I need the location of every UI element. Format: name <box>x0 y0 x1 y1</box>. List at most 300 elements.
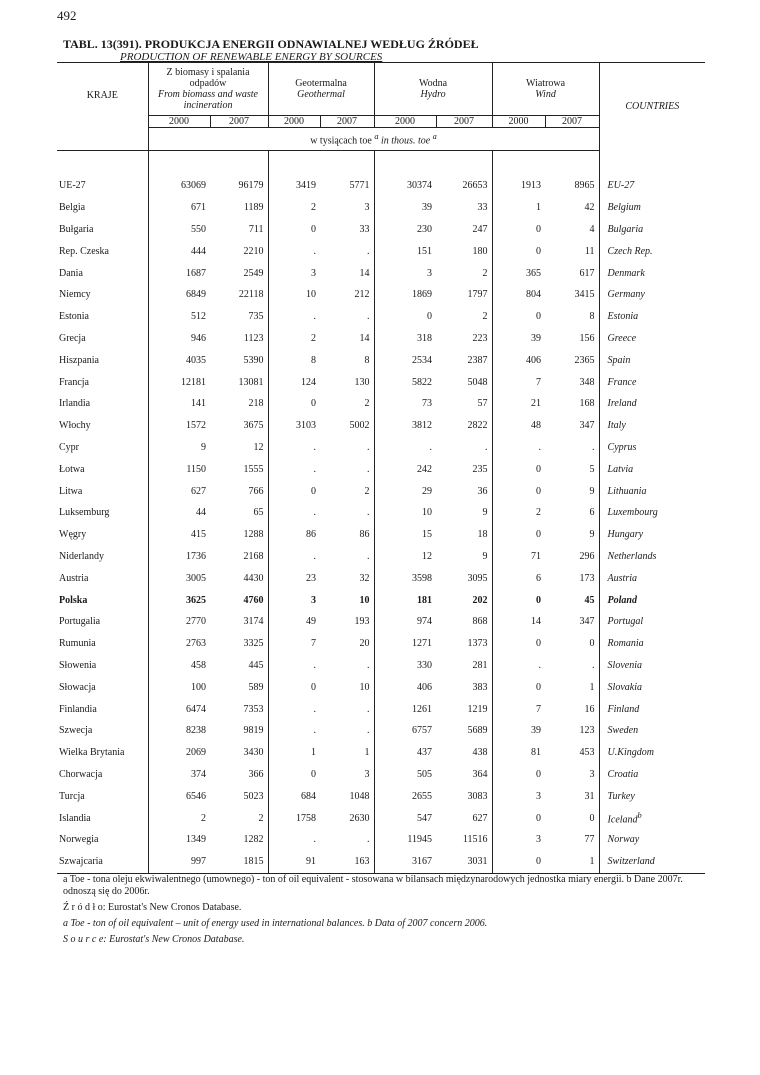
country-pl: Słowenia <box>57 655 148 677</box>
value-cell: 406 <box>526 354 542 366</box>
country-en: Turkey <box>599 785 705 807</box>
country-pl: Rep. Czeska <box>57 240 148 262</box>
value-cell: 627 <box>436 807 492 829</box>
value-cell: 1797 <box>436 284 492 306</box>
country-en: Switzerland <box>599 851 705 873</box>
value-cell: . <box>313 659 317 671</box>
value-cell: 77 <box>545 829 599 851</box>
country-pl: Szwecja <box>57 720 148 742</box>
value-cell: 5390 <box>210 349 268 371</box>
value-cell: . <box>320 437 374 459</box>
value-cell: 39 <box>531 725 542 737</box>
table-row <box>57 655 705 677</box>
country-pl: Francja <box>57 371 148 393</box>
table-row <box>57 633 705 655</box>
country-en: Denmark <box>599 262 705 284</box>
value-cell: 3 <box>311 267 317 279</box>
country-pl: Islandia <box>57 807 148 829</box>
country-pl: UE-27 <box>57 175 148 197</box>
value-cell: 2 <box>311 332 317 344</box>
value-cell: 6757 <box>412 725 433 737</box>
value-cell: 81 <box>531 747 542 759</box>
country-pl: Cypr <box>57 437 148 459</box>
value-cell: 4760 <box>210 589 268 611</box>
value-cell: 444 <box>191 245 206 257</box>
value-cell: 1288 <box>210 524 268 546</box>
value-cell: 0 <box>311 681 317 693</box>
value-cell: 8 <box>320 349 374 371</box>
value-cell: 2 <box>201 812 206 824</box>
country-en: Slovenia <box>599 655 705 677</box>
value-cell: 2549 <box>210 262 268 284</box>
value-cell: 33 <box>436 197 492 219</box>
year-header: 2007 <box>210 116 268 128</box>
value-cell: 16 <box>545 698 599 720</box>
year-header: 2007 <box>545 116 599 128</box>
value-cell: 2534 <box>412 354 433 366</box>
value-cell: 1189 <box>210 197 268 219</box>
country-pl: Litwa <box>57 480 148 502</box>
value-cell: 1123 <box>210 328 268 350</box>
value-cell: 627 <box>191 485 206 497</box>
value-cell: 1555 <box>210 458 268 480</box>
value-cell: 6 <box>545 502 599 524</box>
value-cell: 9 <box>436 502 492 524</box>
value-cell: 0 <box>536 223 542 235</box>
value-cell: 505 <box>417 768 433 780</box>
value-cell: . <box>313 834 317 846</box>
value-cell: 3 <box>545 764 599 786</box>
value-cell: 6546 <box>186 790 206 802</box>
country-en: Hungary <box>599 524 705 546</box>
value-cell: . <box>320 829 374 851</box>
source-en: S o u r c e: Eurostat's New Cronos Database. <box>63 934 245 945</box>
value-cell: 3167 <box>374 851 436 873</box>
value-cell: 30374 <box>407 180 433 192</box>
value-cell: . <box>313 311 317 323</box>
country-en: Greece <box>599 328 705 350</box>
value-cell: 3812 <box>412 420 433 432</box>
value-cell: . <box>429 441 433 453</box>
value-cell: 2 <box>320 393 374 415</box>
value-cell: 12 <box>210 437 268 459</box>
table-row <box>57 589 705 611</box>
value-cell: 804 <box>526 289 542 301</box>
value-cell: 0 <box>311 485 317 497</box>
country-en: Netherlands <box>599 546 705 568</box>
value-cell: 123 <box>545 720 599 742</box>
value-cell: . <box>313 441 317 453</box>
value-cell: 32 <box>320 567 374 589</box>
value-cell: 2 <box>436 262 492 284</box>
value-cell: 49 <box>306 616 317 628</box>
table-row <box>57 764 705 786</box>
value-cell: 48 <box>531 420 542 432</box>
value-cell: 86 <box>306 529 317 541</box>
value-cell: 11945 <box>407 834 433 846</box>
country-en: Lithuania <box>599 480 705 502</box>
country-pl: Norwegia <box>57 829 148 851</box>
table-row <box>57 415 705 437</box>
value-cell: 71 <box>531 550 542 562</box>
table-row <box>57 458 705 480</box>
value-cell: . <box>538 659 542 671</box>
value-cell: 6849 <box>186 289 206 301</box>
year-header: 2000 <box>148 116 210 128</box>
value-cell: 3 <box>320 197 374 219</box>
table-body <box>57 151 705 874</box>
source-pl: Ź r ó d ł o: Eurostat's New Cronos Database. <box>63 902 242 913</box>
value-cell: 26653 <box>436 175 492 197</box>
value-cell: . <box>320 458 374 480</box>
value-cell: 100 <box>191 681 206 693</box>
value-cell: 156 <box>545 328 599 350</box>
value-cell: 9 <box>545 480 599 502</box>
value-cell: 3325 <box>210 633 268 655</box>
value-cell: 0 <box>536 529 542 541</box>
value-cell: 4035 <box>186 354 206 366</box>
table-row <box>57 262 705 284</box>
country-pl: Austria <box>57 567 148 589</box>
value-cell: 14 <box>320 262 374 284</box>
value-cell: 1687 <box>186 267 206 279</box>
value-cell: . <box>545 437 599 459</box>
value-cell: 5822 <box>412 376 433 388</box>
country-en: Spain <box>599 349 705 371</box>
country-pl: Portugalia <box>57 611 148 633</box>
value-cell: 347 <box>545 415 599 437</box>
value-cell: 3095 <box>436 567 492 589</box>
country-pl: Wielka Brytania <box>57 742 148 764</box>
value-cell: 12 <box>422 550 433 562</box>
value-cell: 235 <box>436 458 492 480</box>
page-number: 492 <box>57 8 77 23</box>
value-cell: 1349 <box>186 834 206 846</box>
value-cell: 96179 <box>210 175 268 197</box>
year-header: 2007 <box>436 116 492 128</box>
header-biomass: Z biomasy i spalania odpadów From biomass and waste incineration <box>148 63 268 116</box>
header-kraje: KRAJE <box>57 63 148 128</box>
value-cell: 180 <box>436 240 492 262</box>
value-cell: 1758 <box>296 812 317 824</box>
value-cell: 1913 <box>521 180 542 192</box>
value-cell: 9819 <box>210 720 268 742</box>
value-cell: 3598 <box>412 572 433 584</box>
header-hydro: Wodna Hydro <box>374 63 492 116</box>
country-en: EU-27 <box>599 175 705 197</box>
value-cell: 86 <box>320 524 374 546</box>
value-cell: 13081 <box>210 371 268 393</box>
unit-label: w tysiącach toe $^a$ in thous. toe $^a$ <box>148 128 599 151</box>
value-cell: 57 <box>436 393 492 415</box>
value-cell: 330 <box>417 659 433 671</box>
value-cell: 1 <box>545 851 599 873</box>
value-cell: 2365 <box>545 349 599 371</box>
value-cell: 2822 <box>436 415 492 437</box>
value-cell: 21 <box>531 398 542 410</box>
value-cell: 3430 <box>210 742 268 764</box>
value-cell: 2387 <box>436 349 492 371</box>
value-cell: 9 <box>545 524 599 546</box>
country-pl: Irlandia <box>57 393 148 415</box>
value-cell: 868 <box>436 611 492 633</box>
country-en: Luxembourg <box>599 502 705 524</box>
value-cell: 10 <box>320 589 374 611</box>
value-cell: 1150 <box>186 463 206 475</box>
table-row <box>57 785 705 807</box>
value-cell: 1219 <box>436 698 492 720</box>
value-cell: . <box>313 703 317 715</box>
value-cell: 2630 <box>320 807 374 829</box>
country-pl: Łotwa <box>57 458 148 480</box>
value-cell: 5002 <box>320 415 374 437</box>
value-cell: 3 <box>311 594 317 606</box>
table-row <box>57 240 705 262</box>
value-cell: . <box>313 245 317 257</box>
value-cell: 1 <box>545 676 599 698</box>
value-cell: . <box>320 306 374 328</box>
value-cell: 39 <box>531 332 542 344</box>
country-pl: Grecja <box>57 328 148 350</box>
table-row <box>57 611 705 633</box>
value-cell: 3005 <box>186 572 206 584</box>
value-cell: 212 <box>320 284 374 306</box>
value-cell: 124 <box>301 376 317 388</box>
table-row <box>57 720 705 742</box>
table-row <box>57 371 705 393</box>
value-cell: 151 <box>417 245 433 257</box>
value-cell: 5048 <box>436 371 492 393</box>
value-cell: 318 <box>417 332 433 344</box>
value-cell: 10 <box>320 676 374 698</box>
value-cell: . <box>545 655 599 677</box>
table-row <box>57 676 705 698</box>
value-cell: 6 <box>536 572 542 584</box>
value-cell: 22118 <box>210 284 268 306</box>
value-cell: 1736 <box>186 550 206 562</box>
value-cell: . <box>320 655 374 677</box>
value-cell: 0 <box>536 463 542 475</box>
value-cell: 20 <box>320 633 374 655</box>
value-cell: 3625 <box>186 594 206 606</box>
value-cell: 3 <box>427 267 433 279</box>
table-row <box>57 306 705 328</box>
table-row <box>57 742 705 764</box>
value-cell: 7 <box>311 638 317 650</box>
country-en: Finland <box>599 698 705 720</box>
value-cell: 11516 <box>436 829 492 851</box>
value-cell: 0 <box>545 807 599 829</box>
value-cell: . <box>313 725 317 737</box>
value-cell: 1 <box>320 742 374 764</box>
country-en: Slovakia <box>599 676 705 698</box>
value-cell: 2763 <box>186 638 206 650</box>
value-cell: 8 <box>311 354 317 366</box>
country-en: Belgium <box>599 197 705 219</box>
country-pl: Niderlandy <box>57 546 148 568</box>
header-countries: COUNTRIES <box>599 63 705 151</box>
country-pl: Hiszpania <box>57 349 148 371</box>
value-cell: 0 <box>427 311 433 323</box>
value-cell: 458 <box>191 659 206 671</box>
header-geothermal: Geotermalna Geothermal <box>268 63 374 116</box>
country-pl: Finlandia <box>57 698 148 720</box>
value-cell: 1572 <box>186 420 206 432</box>
value-cell: 366 <box>210 764 268 786</box>
value-cell: 10 <box>422 507 433 519</box>
value-cell: 2 <box>210 807 268 829</box>
country-en: Cyprus <box>599 437 705 459</box>
value-cell: 946 <box>191 332 206 344</box>
country-pl: Luksemburg <box>57 502 148 524</box>
value-cell: . <box>436 437 492 459</box>
table-row <box>57 393 705 415</box>
value-cell: . <box>320 720 374 742</box>
table-row <box>57 851 705 873</box>
country-en: Croatia <box>599 764 705 786</box>
value-cell: 2770 <box>186 616 206 628</box>
value-cell: 0 <box>536 812 542 824</box>
value-cell: 5689 <box>436 720 492 742</box>
value-cell: 1271 <box>412 638 433 650</box>
value-cell: 2069 <box>186 747 206 759</box>
year-header: 2000 <box>268 116 320 128</box>
country-en: U.Kingdom <box>599 742 705 764</box>
country-pl: Bułgaria <box>57 219 148 241</box>
value-cell: 39 <box>422 202 433 214</box>
value-cell: 1 <box>536 202 542 214</box>
value-cell: 4 <box>545 219 599 241</box>
value-cell: 1815 <box>210 851 268 873</box>
value-cell: 0 <box>311 223 317 235</box>
table-row <box>57 698 705 720</box>
value-cell: 0 <box>311 768 317 780</box>
value-cell: 671 <box>191 202 206 214</box>
country-en: Sweden <box>599 720 705 742</box>
value-cell: 406 <box>417 681 433 693</box>
value-cell: 141 <box>191 398 206 410</box>
country-pl: Dania <box>57 262 148 284</box>
value-cell: 684 <box>301 790 317 802</box>
value-cell: 7 <box>536 703 542 715</box>
value-cell: 766 <box>210 480 268 502</box>
country-en: Iceland$^b$ <box>599 807 705 829</box>
value-cell: 3174 <box>210 611 268 633</box>
table-title: TABL. 13(391). PRODUKCJA ENERGII ODNAWIALNEJ WEDŁUG ŹRÓDEŁ <box>63 37 479 51</box>
value-cell: 36 <box>436 480 492 502</box>
value-cell: . <box>320 240 374 262</box>
value-cell: 31 <box>545 785 599 807</box>
value-cell: 14 <box>320 328 374 350</box>
value-cell: 2 <box>436 306 492 328</box>
value-cell: 18 <box>436 524 492 546</box>
value-cell: 247 <box>436 219 492 241</box>
value-cell: 2168 <box>210 546 268 568</box>
value-cell: 3415 <box>545 284 599 306</box>
country-en: Portugal <box>599 611 705 633</box>
country-en: Poland <box>599 589 705 611</box>
year-header: 2007 <box>320 116 374 128</box>
value-cell: 281 <box>436 655 492 677</box>
country-en: Romania <box>599 633 705 655</box>
value-cell: 296 <box>545 546 599 568</box>
value-cell: 4430 <box>210 567 268 589</box>
value-cell: 3 <box>536 790 542 802</box>
country-pl: Chorwacja <box>57 764 148 786</box>
value-cell: 365 <box>526 267 542 279</box>
value-cell: 512 <box>191 311 206 323</box>
value-cell: . <box>313 507 317 519</box>
value-cell: 711 <box>210 219 268 241</box>
value-cell: 168 <box>545 393 599 415</box>
value-cell: 218 <box>210 393 268 415</box>
value-cell: 1373 <box>436 633 492 655</box>
value-cell: 0 <box>536 768 542 780</box>
value-cell: 0 <box>536 311 542 323</box>
value-cell: 0 <box>536 638 542 650</box>
value-cell: 181 <box>417 594 433 606</box>
value-cell: 3 <box>536 834 542 846</box>
value-cell: 193 <box>320 611 374 633</box>
country-pl: Turcja <box>57 785 148 807</box>
value-cell: 3675 <box>210 415 268 437</box>
table-row <box>57 175 705 197</box>
value-cell: . <box>320 546 374 568</box>
value-cell: 1 <box>311 747 317 759</box>
value-cell: 617 <box>545 262 599 284</box>
value-cell: 438 <box>436 742 492 764</box>
value-cell: 5 <box>545 458 599 480</box>
value-cell: 2 <box>320 480 374 502</box>
table-row <box>57 829 705 851</box>
value-cell: 550 <box>191 223 206 235</box>
value-cell: 437 <box>417 747 433 759</box>
value-cell: 12181 <box>181 376 206 388</box>
header-wind: Wiatrowa Wind <box>492 63 599 116</box>
value-cell: 1869 <box>412 289 433 301</box>
value-cell: 3419 <box>296 180 317 192</box>
value-cell: 0 <box>311 398 317 410</box>
country-pl: Niemcy <box>57 284 148 306</box>
value-cell: 2 <box>311 202 317 214</box>
table-row <box>57 546 705 568</box>
note-en: a Toe - ton of oil equivalent – unit of energy used in international balances. b Data of 2007 concern 2006. <box>63 918 488 929</box>
value-cell: 202 <box>436 589 492 611</box>
value-cell: 9 <box>436 546 492 568</box>
country-en: Czech Rep. <box>599 240 705 262</box>
energy-table <box>57 62 705 874</box>
country-pl: Szwajcaria <box>57 851 148 873</box>
value-cell: 73 <box>422 398 433 410</box>
table-row <box>57 807 705 829</box>
value-cell: . <box>320 698 374 720</box>
value-cell: 42 <box>545 197 599 219</box>
value-cell: 735 <box>210 306 268 328</box>
value-cell: 1282 <box>210 829 268 851</box>
value-cell: 3083 <box>436 785 492 807</box>
value-cell: 2210 <box>210 240 268 262</box>
table-subtitle: PRODUCTION OF RENEWABLE ENERGY BY SOURCES <box>120 51 383 63</box>
value-cell: 44 <box>196 507 206 519</box>
value-cell: 63069 <box>181 180 206 192</box>
value-cell: 383 <box>436 676 492 698</box>
value-cell: 15 <box>422 529 433 541</box>
value-cell: . <box>313 550 317 562</box>
value-cell: 1048 <box>320 785 374 807</box>
country-pl: Polska <box>57 589 148 611</box>
value-cell: 347 <box>545 611 599 633</box>
country-pl: Rumunia <box>57 633 148 655</box>
